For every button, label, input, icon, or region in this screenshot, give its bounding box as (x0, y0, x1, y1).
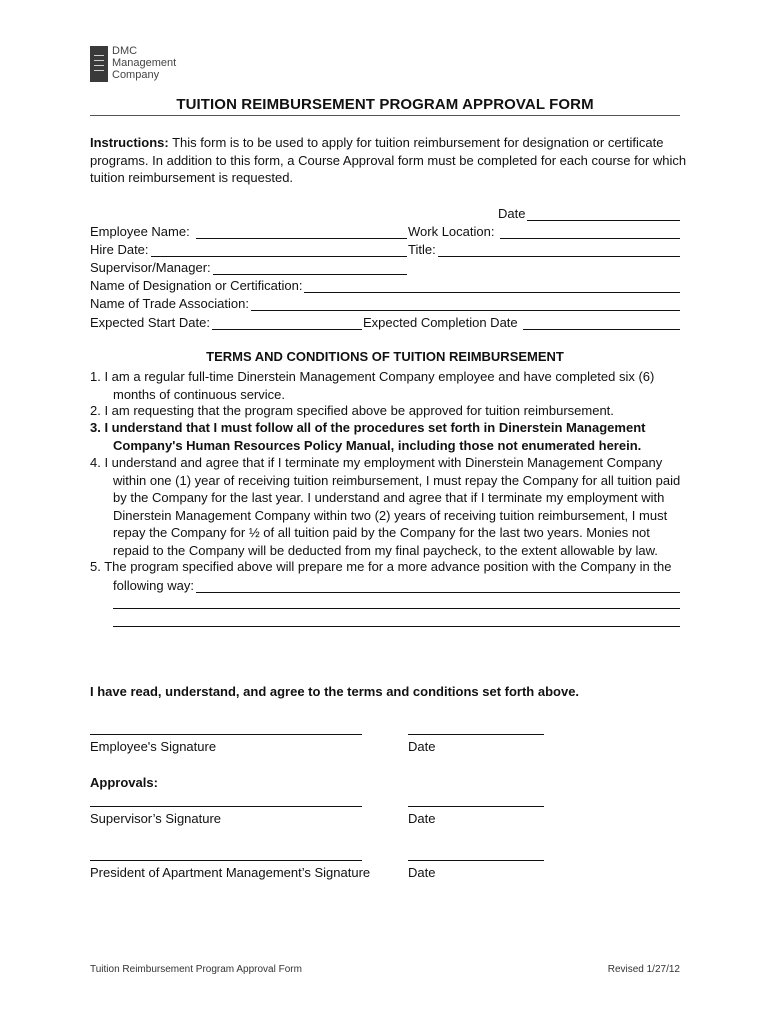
terms-item-3-line-2: Company's Human Resources Policy Manual, including those not enumerated herein. (113, 437, 642, 453)
footer-form-name: Tuition Reimbursement Program Approval Form (90, 964, 302, 975)
designation-field[interactable] (90, 276, 680, 293)
terms-item-4-line-5: repay the Company for ½ of all tuition paid by the Company for the last two years. Monies not (113, 525, 650, 540)
terms-item-4-line-3: by the Company for the last year. I understand and agree that if I terminate my employment with (113, 490, 665, 505)
employee-date-label: Date (408, 739, 436, 754)
president-date-line[interactable] (408, 860, 544, 861)
completion-date-line[interactable] (523, 316, 680, 330)
terms-item-4-line-4: Dinerstein Management Company within two (2) years of receiving tuition reimbursement, I must (113, 507, 668, 523)
work-location-line[interactable] (500, 225, 680, 239)
title-line[interactable] (438, 243, 680, 257)
following-way-field[interactable] (113, 576, 680, 593)
terms-item-3-line-1: 3. I understand that I must follow all of the procedures set forth in Dinerstein Management (90, 420, 646, 435)
completion-date-label: Expected Completion Date (363, 315, 518, 330)
supervisor-label: Supervisor/Manager: (90, 260, 211, 275)
title-field[interactable] (408, 240, 680, 257)
terms-item-1 (90, 368, 685, 403)
logo-line-2: Management (112, 57, 177, 69)
date-field[interactable] (498, 204, 680, 221)
agreement-statement: I have read, understand, and agree to the terms and conditions set forth above. (90, 684, 580, 699)
instructions-line-3: tuition reimbursement is requested. (90, 170, 294, 185)
terms-item-4-line-1: 4. I understand and agree that if I terminate my employment with Dinerstein Management Company (90, 455, 663, 470)
employee-date-line[interactable] (408, 734, 544, 735)
trade-association-line[interactable] (251, 297, 680, 311)
employee-name-line[interactable] (196, 225, 407, 239)
supervisor-signature-line[interactable] (90, 806, 362, 807)
employee-name-field[interactable] (90, 222, 407, 239)
terms-item-1-line-1: 1. I am a regular full-time Dinerstein Management Company employee and have completed six (6) (90, 369, 655, 384)
title-rule (90, 115, 680, 116)
designation-line[interactable] (304, 279, 680, 293)
approvals-heading: Approvals: (90, 775, 158, 790)
date-label: Date (498, 206, 526, 221)
terms-item-5 (90, 558, 685, 576)
company-logo-text (112, 45, 176, 81)
date-line[interactable] (527, 207, 680, 221)
employee-signature-line[interactable] (90, 734, 362, 735)
company-logo-mark (90, 46, 108, 82)
designation-label: Name of Designation or Certification: (90, 278, 303, 293)
start-date-line[interactable] (212, 316, 362, 330)
following-way-line-2[interactable] (113, 608, 680, 609)
supervisor-line[interactable] (213, 261, 407, 275)
hire-date-label: Hire Date: (90, 242, 149, 257)
hire-date-field[interactable] (90, 240, 407, 257)
president-signature-label: President of Apartment Management’s Signature (90, 865, 371, 880)
terms-item-3 (90, 419, 685, 454)
terms-item-4-line-6: repaid to the Company will be deducted from my final paycheck, to the extent allowable by law. (113, 542, 658, 558)
supervisor-date-line[interactable] (408, 806, 544, 807)
terms-item-2-line-1: 2. I am requesting that the program specified above be approved for tuition reimbursement. (90, 403, 614, 418)
start-date-label: Expected Start Date: (90, 315, 210, 330)
terms-item-1-line-2: months of continuous service. (113, 386, 285, 402)
trade-association-field[interactable] (90, 294, 680, 311)
footer-revision: Revised 1/27/12 (607, 964, 680, 975)
instructions-label: Instructions: (90, 135, 169, 150)
title-label: Title: (408, 242, 436, 257)
start-date-field[interactable] (90, 313, 362, 330)
supervisor-signature-label: Supervisor’s Signature (90, 811, 222, 826)
supervisor-field[interactable] (90, 258, 407, 275)
hire-date-line[interactable] (151, 243, 407, 257)
following-way-label: following way: (113, 578, 194, 593)
president-signature-line[interactable] (90, 860, 362, 861)
following-way-line-1[interactable] (196, 579, 680, 593)
trade-association-label: Name of Trade Association: (90, 296, 249, 311)
terms-item-4 (90, 454, 685, 559)
instructions (90, 134, 685, 187)
employee-signature-label: Employee's Signature (90, 739, 217, 754)
logo-line-1: DMC (112, 45, 138, 57)
supervisor-date-label: Date (408, 811, 436, 826)
instructions-line-2: programs. In addition to this form, a Course Approval form must be completed for each course for which (90, 152, 687, 168)
terms-item-2 (90, 402, 685, 420)
work-location-field[interactable] (408, 222, 680, 239)
form-title: TUITION REIMBURSEMENT PROGRAM APPROVAL FORM (176, 96, 594, 113)
terms-item-5-line-1: 5. The program specified above will prepare me for a more advance position with the Company in the (90, 559, 672, 574)
work-location-label: Work Location: (408, 224, 495, 239)
completion-date-field[interactable] (363, 313, 680, 330)
following-way-line-3[interactable] (113, 626, 680, 627)
instructions-line-1: This form is to be used to apply for tuition reimbursement for designation or certificate (168, 135, 664, 150)
terms-heading: TERMS AND CONDITIONS OF TUITION REIMBURSEMENT (206, 349, 564, 364)
employee-name-label: Employee Name: (90, 224, 190, 239)
president-date-label: Date (408, 865, 436, 880)
terms-item-4-line-2: within one (1) year of receiving tuition reimbursement, I must repay the Company for all tuition paid (113, 472, 681, 488)
logo-line-3: Company (112, 69, 160, 81)
